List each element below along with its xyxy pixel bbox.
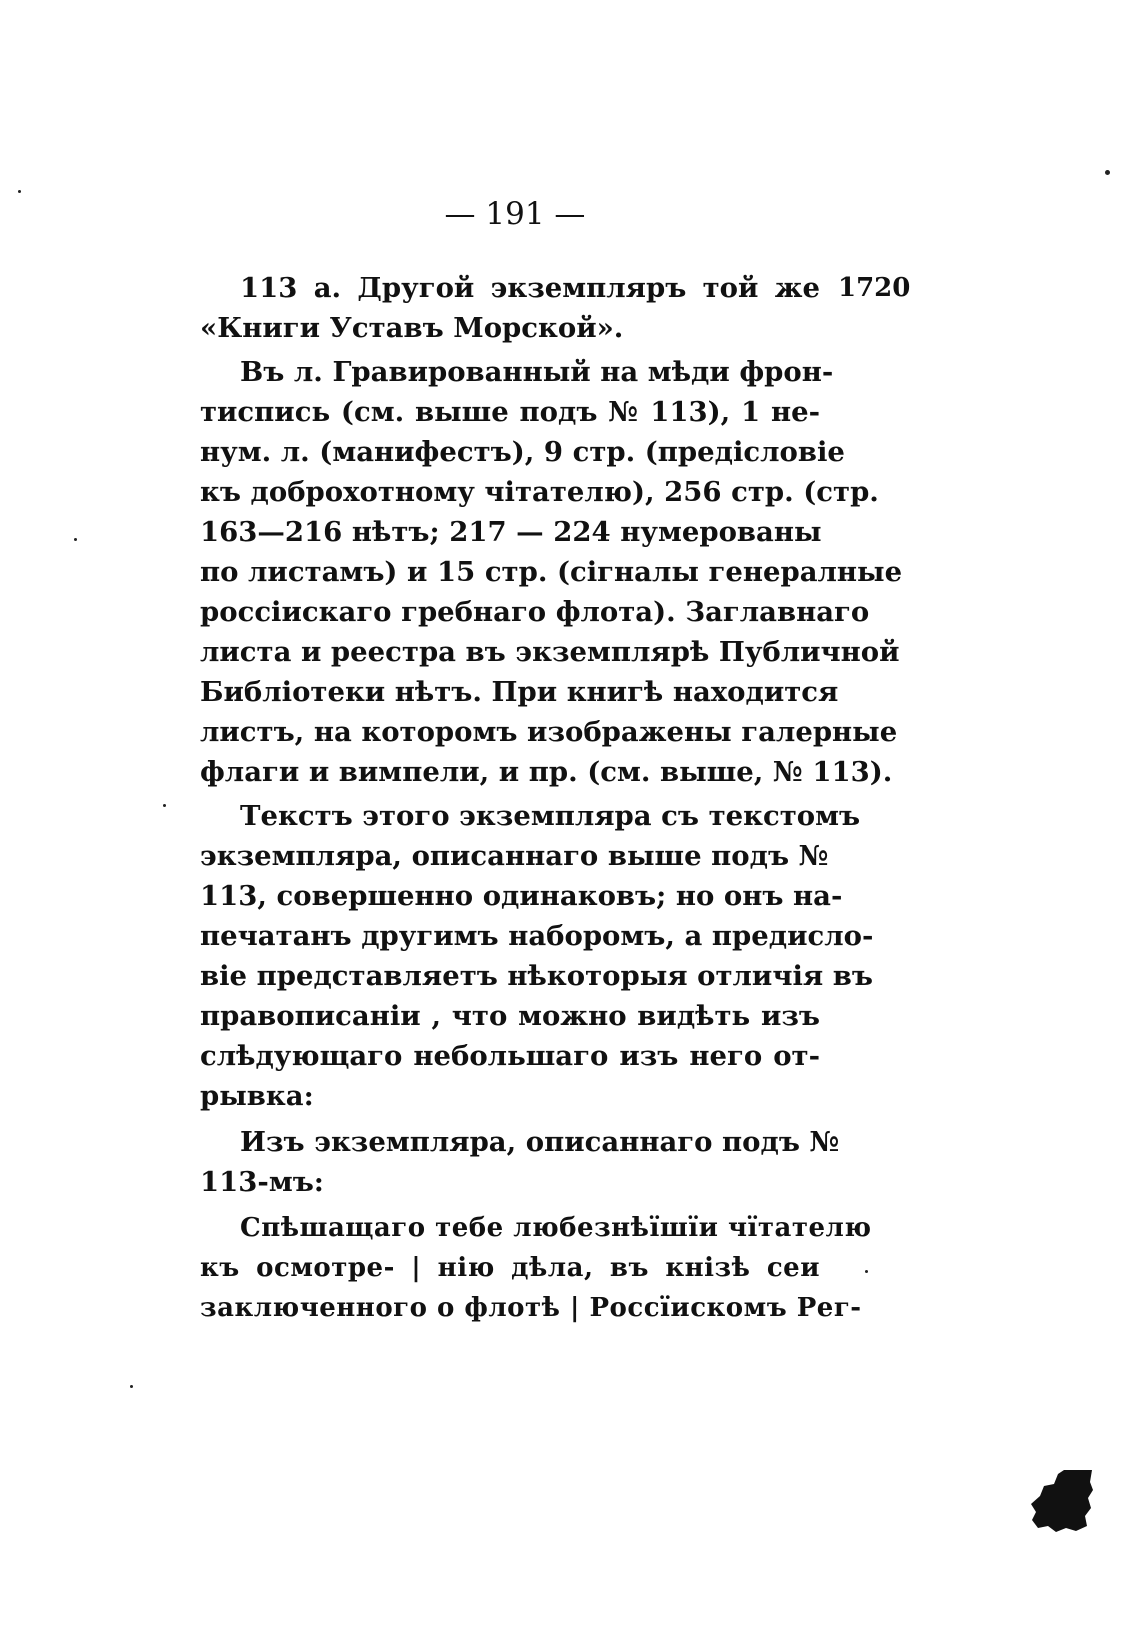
text-line: экземпляра, описаннаго выше подъ № xyxy=(200,840,829,872)
text-line: Въ л. Гравированный на мѣди фрон- xyxy=(240,356,834,388)
text-line: віе представляетъ нѣкоторыя отличія въ xyxy=(200,960,873,992)
entry-heading xyxy=(200,268,820,348)
scan-speck xyxy=(163,804,166,807)
margin-year: 1720 xyxy=(838,273,911,303)
page-number: — 191 — xyxy=(444,196,586,232)
source-note xyxy=(200,1122,840,1202)
text-line: рывка: xyxy=(200,1080,314,1112)
text-line: къ осмотре- | нію дѣла, въ кнізѣ сеи xyxy=(200,1253,820,1283)
text-line: печатанъ другимъ наборомъ, а предисло- xyxy=(200,920,874,952)
text-line: 113-мъ: xyxy=(200,1166,324,1198)
text-line: правописаніи , что можно видѣть изъ xyxy=(200,1000,820,1032)
text-line: нум. л. (манифестъ), 9 стр. (предісловіе xyxy=(200,436,845,468)
text-line: слѣдующаго небольшаго изъ него от- xyxy=(200,1040,820,1072)
text-line: листа и реестра въ экземплярѣ Публичной xyxy=(200,636,900,668)
ink-blot xyxy=(1030,1468,1094,1534)
description-paragraph xyxy=(200,352,903,792)
text-line: Библіотеки нѣтъ. При книгѣ находится xyxy=(200,676,839,708)
text-line: 113 а. Другой экземпляръ той же xyxy=(240,272,820,304)
text-line: «Книги Уставъ Морской». xyxy=(200,312,624,344)
scan-speck xyxy=(74,538,77,541)
text-line: Спѣшащаго тебе любезнѣїшїи чїтателю xyxy=(240,1213,872,1243)
text-line: Текстъ этого экземпляра съ текстомъ xyxy=(240,800,861,832)
scan-speck xyxy=(18,190,21,193)
text-line: по листамъ) и 15 стр. (сігналы генералные xyxy=(200,556,903,588)
text-line: къ доброхотному чітателю), 256 стр. (стр. xyxy=(200,476,879,508)
scan-speck xyxy=(1105,170,1110,175)
text-line: Изъ экземпляра, описаннаго подъ № xyxy=(240,1126,840,1158)
text-line: флаги и вимпели, и пр. (см. выше, № 113). xyxy=(200,756,893,788)
quotation xyxy=(200,1208,872,1328)
text-line: тиспись (см. выше подъ № 113), 1 не- xyxy=(200,396,820,428)
comparison-paragraph xyxy=(200,796,874,1116)
text-line: россіискаго гребнаго флота). Заглавнаго xyxy=(200,596,870,628)
text-line: листъ, на которомъ изображены галерные xyxy=(200,716,898,748)
text-line: 163—216 нѣтъ; 217 — 224 нумерованы xyxy=(200,516,822,548)
scan-speck xyxy=(865,1270,868,1273)
scan-speck xyxy=(130,1385,133,1388)
text-line: заключенного о флотѣ | Россїискомъ Рег- xyxy=(200,1293,862,1323)
text-line: 113, совершенно одинаковъ; но онъ на- xyxy=(200,880,843,912)
